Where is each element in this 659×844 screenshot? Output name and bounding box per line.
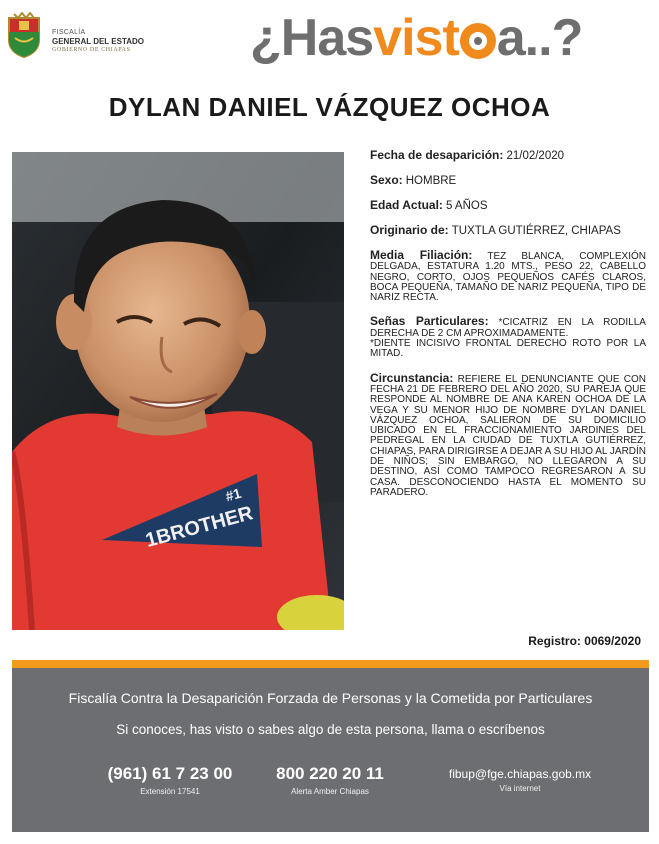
origen-value: TUXTLA GUTIÉRREZ, CHIAPAS	[451, 225, 621, 237]
brand-part2: vist	[373, 9, 459, 67]
shirt-number: #1	[223, 484, 243, 505]
email-caption: Vía internet	[499, 784, 541, 793]
senas-value: *CICATRIZ EN LA RODILLA DERECHA DE 2 CM APROXIMADAMENTE.	[370, 317, 646, 339]
sexo-row	[370, 175, 646, 187]
phone-contact	[90, 764, 250, 796]
fecha-label: Fecha de desaparición:	[370, 148, 504, 162]
origen-row	[370, 225, 646, 237]
agency-line2: GENERAL DEL ESTADO	[52, 37, 145, 46]
details-panel	[370, 150, 646, 511]
fecha-value: 21/02/2020	[506, 150, 565, 162]
amber-phone-number[interactable]: 800 220 20 11	[276, 764, 384, 783]
footer-subtitle: Si conoces, has visto o sabes algo de esta persona, llama o escríbenos	[116, 722, 545, 737]
senas-label: Señas Particulares:	[370, 314, 489, 329]
edad-value: 5 AÑOS	[445, 200, 488, 212]
registro-label: Registro:	[528, 634, 581, 648]
circunstancia-label: Circunstancia:	[370, 370, 454, 385]
phone-number[interactable]: (961) 61 7 23 00	[107, 764, 233, 783]
brand-part3: a..?	[496, 9, 583, 67]
shirt-text: 1BROTHER	[143, 502, 256, 552]
has-visto-logo	[250, 8, 582, 68]
media-filiacion-label: Media Filiación:	[370, 248, 473, 262]
edad-row	[370, 200, 646, 212]
child-portrait-image	[12, 152, 344, 630]
amber-caption: Alerta Amber Chiapas	[291, 787, 369, 796]
agency-line3: GOBIERNO DE CHIAPAS	[52, 47, 131, 53]
edad-label: Edad Actual:	[370, 198, 443, 212]
phone-caption: Extensión 17541	[140, 787, 200, 796]
sexo-value: HOMBRE	[405, 175, 457, 187]
fecha-row	[370, 150, 646, 162]
registro-value: 0069/2020	[584, 634, 641, 648]
eye-icon	[460, 23, 496, 59]
missing-person-name: DYLAN DANIEL VÁZQUEZ OCHOA	[108, 92, 551, 122]
email-address[interactable]: fibup@fge.chiapas.gob.mx	[448, 767, 592, 781]
contact-footer	[12, 660, 649, 832]
senas-row	[370, 316, 646, 359]
circunstancia-row	[370, 370, 647, 499]
header	[0, 0, 659, 80]
amber-contact	[270, 764, 390, 796]
media-filiacion-row	[370, 250, 646, 303]
origen-label: Originario de:	[370, 223, 449, 237]
agency-line1: FISCALÍA	[52, 29, 86, 36]
brand-part1: ¿Has	[250, 9, 374, 67]
circunstancia-value: REFIERE EL DENUNCIANTE QUE CON FECHA 21 DE FEBRERO DEL AÑO 2020, SU PAREJA QUE RESPONDE AL NOMBRE DE ANA KAREN OCHOA DE LA VEGA Y SU MENOR HIJO DE NOMBRE DYLAN DANIEL VÁZQUEZ OCHOA, SALIERON DE SU DOMICILIO UBICADO EN EL FRACCIONAMIENTO JARDINES DEL PEDREGAL EN LA CIUDAD DE TUXTLA GUTIÉRREZ, CHIAPAS, PARA DIRIGIRSE A DEJAR A SU HIJO AL JARDÍN DE NIÑOS; SIN EMBARGO, NO LLEGARON A SU DESTINO, ASÍ COMO TAMPOCO REGRESARON A SU CASA. DESCONOCIENDO HASTA EL MOMENTO SU PARADERO.	[370, 373, 647, 498]
footer-title: Fiscalía Contra la Desaparición Forzada de Personas y la Cometida por Particulares	[68, 690, 593, 706]
media-filiacion-value: TEZ BLANCA, COMPLEXIÓN DELGADA, ESTATURA 1.20 MTS., PESO 22, CABELLO NEGRO, CORTO, OJOS PEQUEÑOS CAFÉS CLAROS, BOCA PEQUEÑA, TAMAÑO DE NARIZ PEQUEÑA, TIPO DE NARIZ RECTA.	[370, 251, 646, 304]
missing-person-photo	[12, 152, 344, 630]
agency-name	[52, 28, 144, 55]
chiapas-crest-icon	[6, 12, 42, 58]
sexo-label: Sexo:	[370, 173, 403, 187]
registro	[528, 634, 641, 648]
email-contact	[440, 764, 600, 793]
senas-value-2: *DIENTE INCISIVO FRONTAL DERECHO ROTO POR LA MITAD.	[370, 338, 646, 360]
